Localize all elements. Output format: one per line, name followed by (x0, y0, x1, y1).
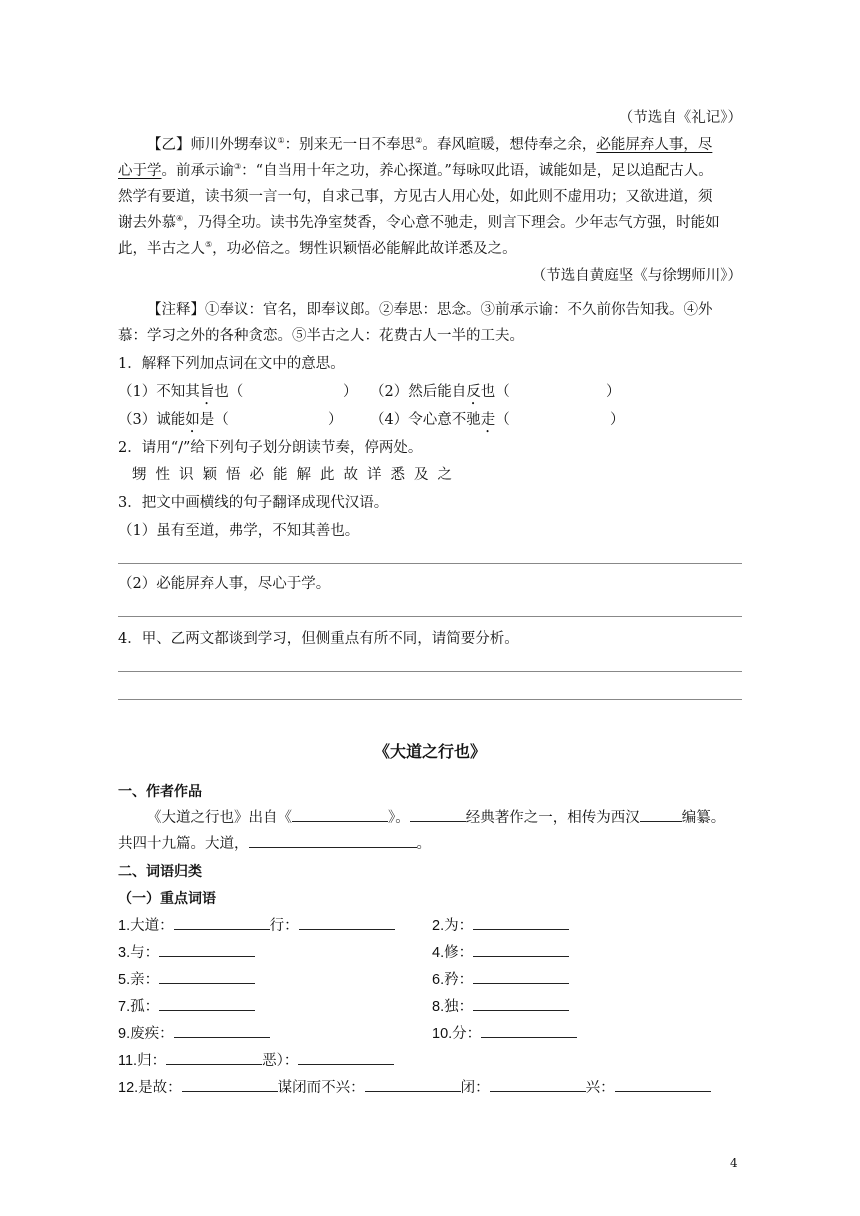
fill-blank[interactable] (298, 1049, 394, 1065)
question-4-stem: 4．甲、乙两文都谈到学习，但侧重点有所不同，请简要分析。 (118, 631, 519, 647)
passage-yi-line-3: 然学有要道，读书须一言一句，自求己事，方见古人用心处，如此则不虚用功；又欲进道，须 (118, 189, 713, 205)
vocab-label: 10.分： (432, 1026, 482, 1042)
vocab-label: 1.大道： (118, 918, 174, 934)
vocab-label: 9.废疾： (118, 1026, 174, 1042)
vocab-label: 恶）： (262, 1053, 299, 1069)
vocab-label: 4.修： (432, 945, 474, 961)
q1-item-4: （4）令心意不驰走（ (370, 412, 510, 428)
answer-line[interactable] (118, 671, 742, 672)
q1-item-1: （1）不知其旨也（ (118, 384, 244, 400)
vocab-label: 行： (269, 918, 299, 934)
question-2-stem: 2．请用“/”给下列句子划分朗读节奏，停两处。 (118, 440, 423, 456)
fill-blank[interactable] (473, 995, 569, 1011)
vocab-label: 7.孤： (118, 999, 160, 1015)
vocab-label: 2.为： (432, 918, 474, 934)
vocab-label: 3.与： (118, 945, 160, 961)
fill-blank[interactable] (473, 941, 569, 957)
source-huang: （节选自黄庭坚《与徐甥师川》） (531, 268, 742, 284)
fill-blank[interactable] (640, 806, 682, 822)
fill-blank[interactable] (473, 914, 569, 930)
fill-blank[interactable] (292, 806, 388, 822)
fill-blank[interactable] (410, 806, 466, 822)
source-liji: （节选自《礼记》） (618, 110, 742, 126)
fill-blank[interactable] (166, 1049, 262, 1065)
answer-line[interactable] (118, 616, 742, 617)
vocab-label: 5.亲： (118, 972, 160, 988)
passage-yi-line-5: 此，半古之人⑤，功必倍之。甥性识颖悟必能解此故详悉及之。 (118, 240, 517, 257)
passage-yi-line-1: 【乙】师川外甥奉议①：别来无一日不奉思②。春风暄暖，想侍奉之余，必能屏弃人事，尽 (147, 136, 713, 153)
fill-blank[interactable] (174, 914, 270, 930)
section-title: 《大道之行也》 (373, 742, 486, 761)
notes-line-2: 慕：学习之外的各种贪恋。⑤半古之人：花费古人一半的工夫。 (118, 328, 524, 344)
vocab-label: 兴： (585, 1080, 615, 1096)
q1-item-2: （2）然后能自反也（ (370, 384, 510, 400)
vocab-label: 谋闭而不兴： (277, 1080, 365, 1096)
vocab-label: 闭： (460, 1080, 490, 1096)
question-3-stem: 3．把文中画横线的句子翻译成现代汉语。 (118, 495, 389, 511)
page-number: 4 (730, 1156, 738, 1170)
underlined-sentence: 心于学 (118, 163, 162, 179)
fill-blank[interactable] (481, 1022, 577, 1038)
fill-blank[interactable] (473, 968, 569, 984)
passage-yi-line-4: 谢去外慕④，乃得全功。读书先净室焚香，令心意不驰走，则言下理会。少年志气方强，时能如 (118, 214, 720, 231)
answer-line[interactable] (118, 563, 742, 564)
passage-yi-line-2: 心于学。前承示谕③：“自当用十年之功，养心探道。”每咏叹此语，诚能如是，足以追配古人。 (118, 162, 713, 179)
fill-blank[interactable] (299, 914, 395, 930)
vocab-label: 11.归： (118, 1053, 167, 1069)
part-1-line-1: 《大道之行也》出自《 》。 经典著作之一，相传为西汉 编纂。 (118, 806, 771, 830)
part-2-subheading: （一）重点词语 (118, 891, 216, 907)
fill-blank[interactable] (159, 968, 255, 984)
part-1-heading: 一、作者作品 (118, 784, 202, 800)
part-1-line-2: 共四十九篇。大道， 。 (118, 832, 742, 856)
vocab-label: 12.是故： (118, 1080, 182, 1096)
question-1-stem: 1．解释下列加点词在文中的意思。 (118, 356, 345, 372)
notes-line-1: 【注释】①奉议：官名，即奉议郎。②奉思：思念。③前承示谕：不久前你告知我。④外 (147, 302, 713, 318)
fill-blank[interactable] (249, 832, 417, 848)
fill-blank[interactable] (159, 995, 255, 1011)
question-3-item-1: （1）虽有至道，弗学，不知其善也。 (118, 523, 360, 539)
fill-blank[interactable] (159, 941, 255, 957)
part-2-heading: 二、词语归类 (118, 864, 202, 880)
vocab-label: 8.独： (432, 999, 474, 1015)
vocab-label: 6.矜： (432, 972, 474, 988)
fill-blank[interactable] (182, 1076, 278, 1092)
fill-blank[interactable] (490, 1076, 586, 1092)
document-page: （节选自《礼记》） 【乙】师川外甥奉议①：别来无一日不奉思②。春风暄暖，想侍奉之余，必能屏弃人事，尽 心于学。前承示谕③：“自当用十年之功，养心探道。”每咏叹此语，诚能如是，足以追配古人。 然学有要道，读书须一言一句，自求己事，方见古人用心处，如此则不虚用功；又欲进道，须 谢去外慕④，乃得全功。读书先净室焚香，令心意不驰走，则言下理会。少年志气方强，时能如 此，半古之人⑤，功必倍之。甥性识颖悟必能解此故详悉及之。 （节选自黄庭坚《与徐甥师川》） 【注释】①奉议：官名，即奉议郎。②奉思：思念。③前承示谕：不久前你告知我。④外 慕：学习之外的各种贪恋。⑤半古之人：花费古人一半的工夫。 1．解释下列加点词在文中的意思。 （1）不知其旨也（ ） （2）然后能自反也（ ） （3）诚能如是（ ） （4）令心意不驰走（ ） 2．请用“/”给下列句子划分朗读节奏，停两处。 甥性识颖悟必能解此故详悉及之 3．把文中画横线的句子翻译成现代汉语。 （1）虽有至道，弗学，不知其善也。 （2）必能屏弃人事，尽心于学。 4．甲、乙两文都谈到学习，但侧重点有所不同，请简要分析。 《大道之行也》 一、作者作品 《大道之行也》出自《 》。 经典著作之一，相传为西汉 编纂。 共四十九篇。大道， 。 二、词语归类 （一）重点词语 1.大道： 行： 2.为： 3.与： 4.修： 5.亲： 6.矜： 7.孤： 8.独： 9.废疾： 10.分： 11.归： 恶）： 12.是故： 谋闭而不兴： 闭： 兴： 4 (0, 0, 860, 1216)
answer-line[interactable] (118, 699, 742, 700)
question-2-sentence: 甥性识颖悟必能解此故详悉及之 (132, 467, 461, 483)
underlined-sentence: 必能屏弃人事，尽 (596, 137, 713, 153)
fill-blank[interactable] (174, 1022, 270, 1038)
fill-blank[interactable] (615, 1076, 711, 1092)
q1-item-3: （3）诚能如是（ (118, 412, 229, 428)
question-3-item-2: （2）必能屏弃人事，尽心于学。 (118, 576, 331, 592)
fill-blank[interactable] (365, 1076, 461, 1092)
